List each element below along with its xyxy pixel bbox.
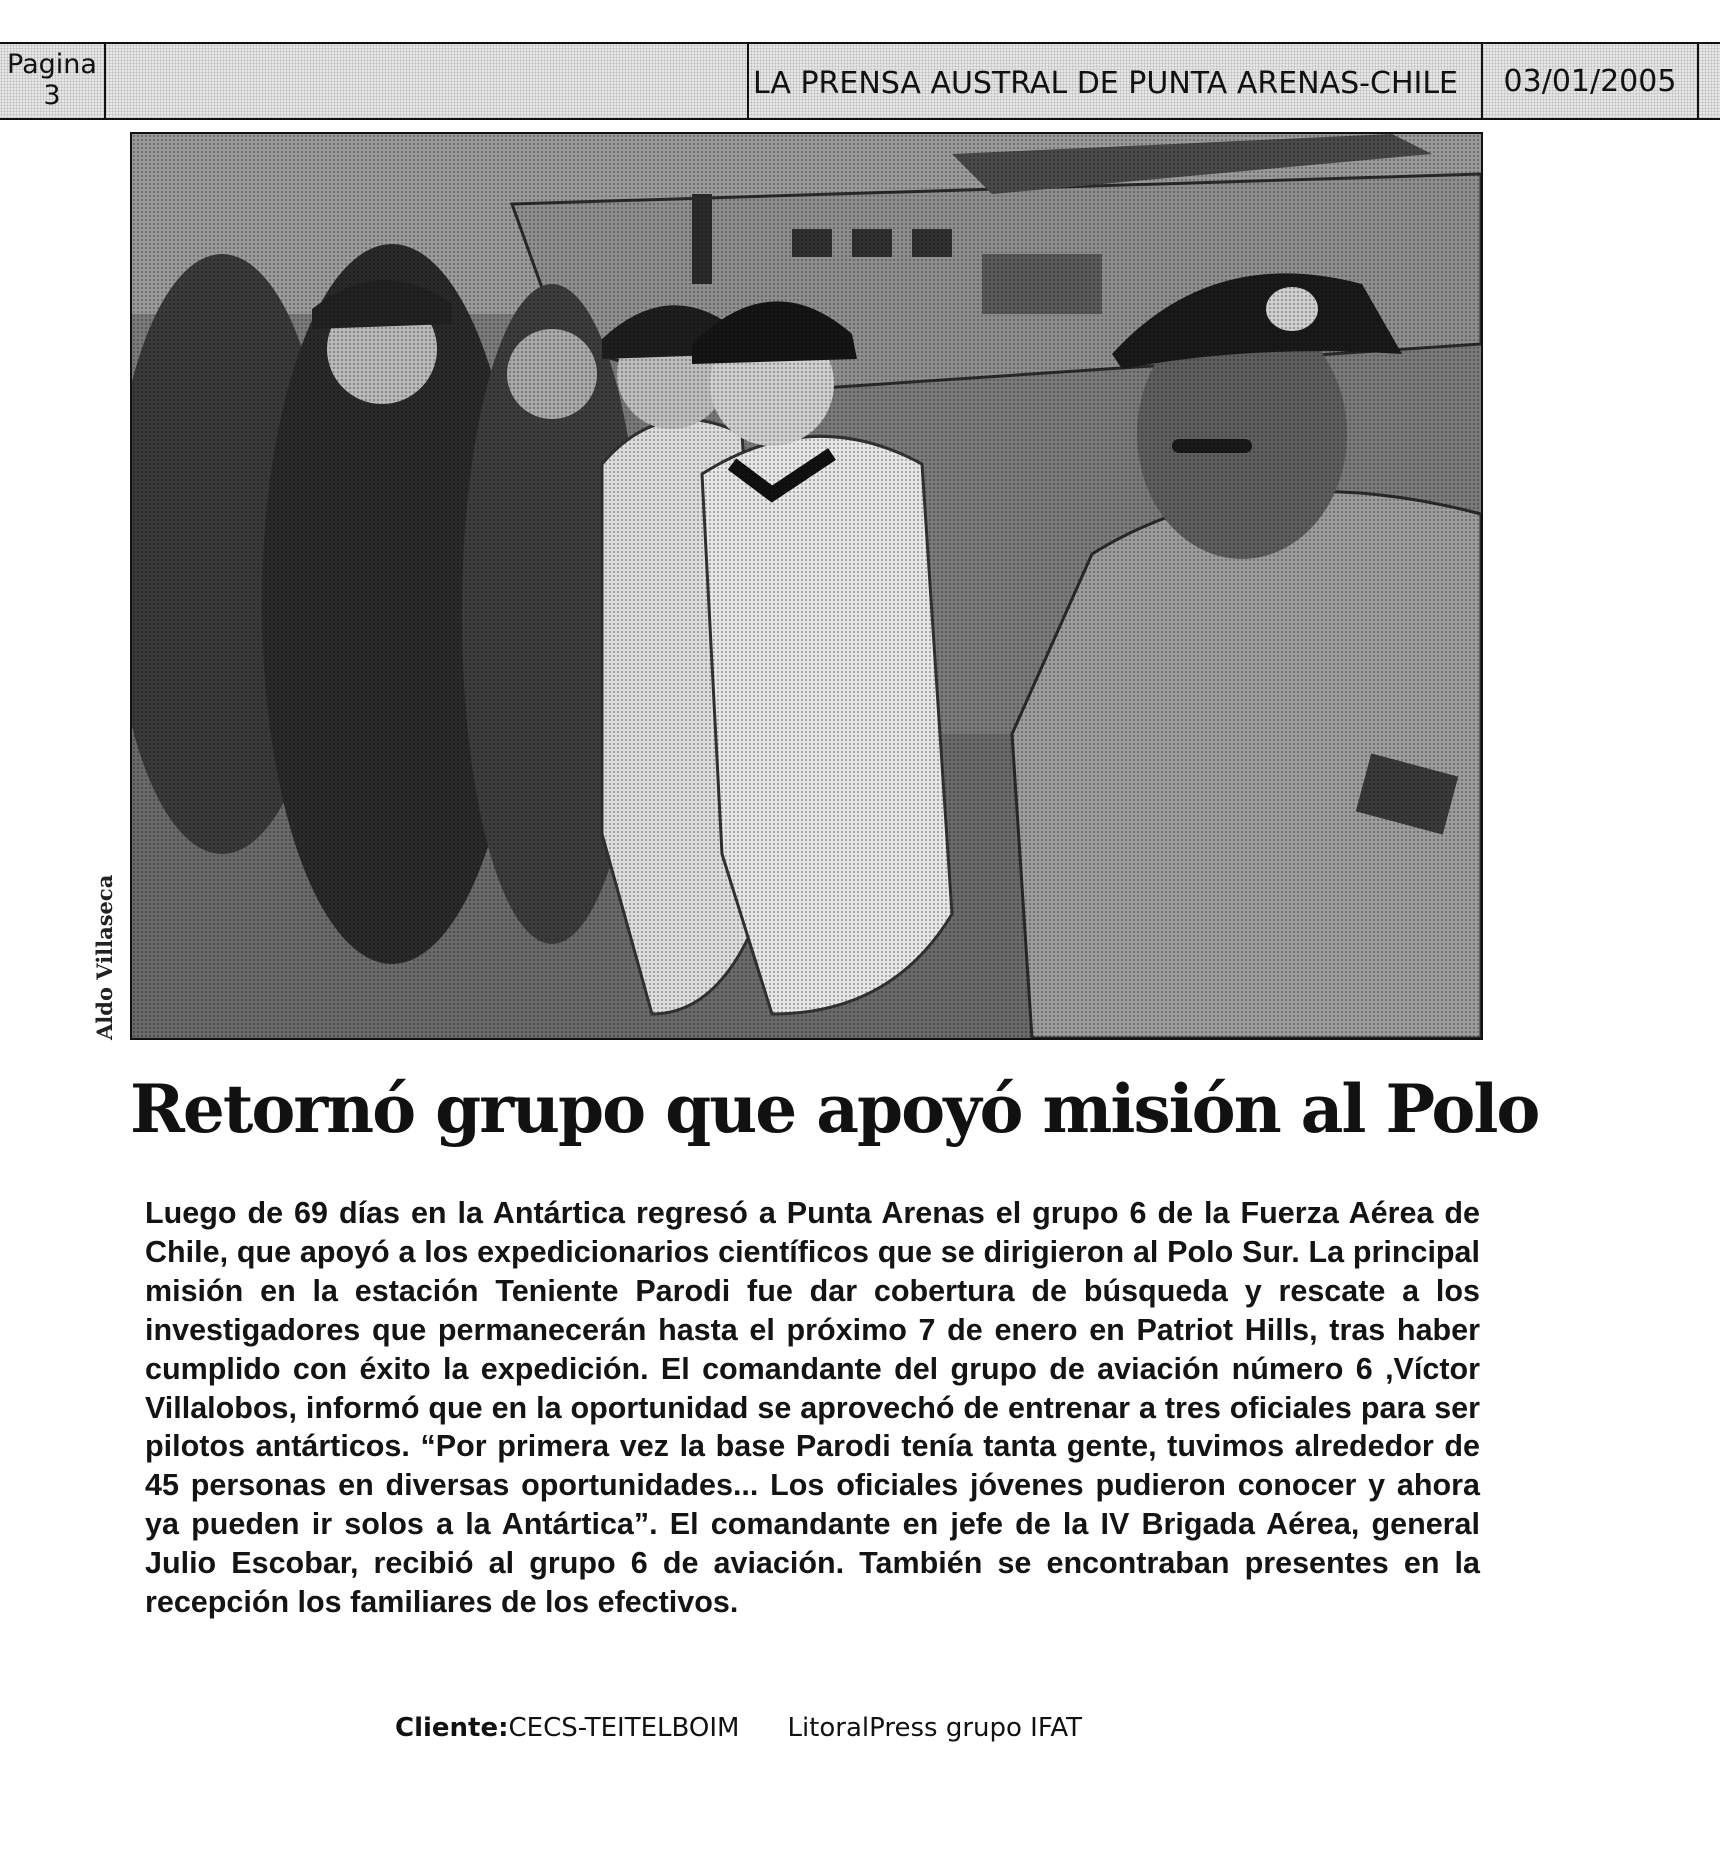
client-label: Cliente: xyxy=(395,1713,509,1743)
publication-name: LA PRENSA AUSTRAL DE PUNTA ARENAS-CHILE xyxy=(749,44,1483,118)
photo-credit: Aldo Villaseca xyxy=(92,874,117,1040)
article-body: Luego de 69 días en la Antártica regresó a Punta Arenas el grupo 6 de la Fuerza Aérea de Chile, que apoyó a los expedicionarios científicos que se dirigieron al Polo Sur. La principal misión en la estación Teniente Parodi fue dar cobertura de búsqueda y rescate a los investigadores que permanecerán hasta el próximo 7 de enero en Patriot Hills, tras haber cumplido con éxito la expedición. El comandante del grupo de aviación número 6 ,Víctor Villalobos, informó que en la oportunidad se aprovechó de entrenar a tres oficiales para ser pilotos antárticos. “Por primera vez la base Parodi tenía tanta gente, tuvimos alrededor de 45 personas en diversas oportunidades... Los oficiales jóvenes pudieron conocer y ahora ya pueden ir solos a la Antártica”. El comandante en jefe de la IV Brigada Aérea, general Julio Escobar, recibió al grupo 6 de aviación. También se encontraban presentes en la recepción los familiares de los efectivos. xyxy=(145,1196,1480,1620)
article-photo xyxy=(130,132,1483,1040)
publication-date: 03/01/2005 xyxy=(1483,44,1699,118)
article-headline: Retornó grupo que apoyó misión al Polo xyxy=(130,1070,1539,1148)
header-bar xyxy=(0,42,1720,120)
header-blank-cell xyxy=(106,44,749,118)
page-indicator xyxy=(0,44,106,118)
clipping-source: LitoralPress grupo IFAT xyxy=(787,1713,1083,1743)
page-label: Pagina xyxy=(7,49,97,80)
clipping-footer xyxy=(395,1713,1082,1743)
client-value: CECS-TEITELBOIM xyxy=(508,1713,740,1743)
photo-aircraft-crew-icon xyxy=(132,134,1481,1038)
page-number: 3 xyxy=(43,80,61,111)
